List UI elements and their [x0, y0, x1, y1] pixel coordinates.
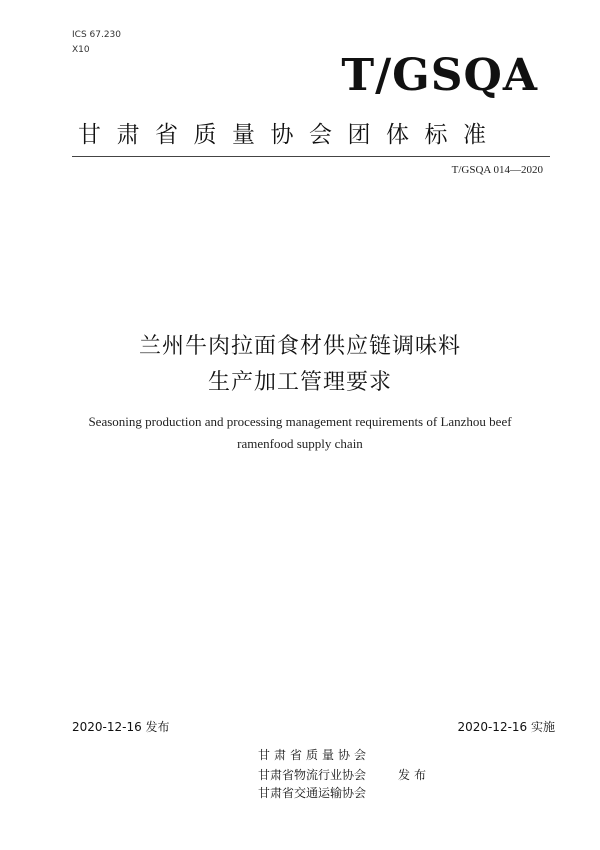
publisher-3: 甘肃省交通运输协会: [258, 786, 367, 800]
publisher-1: 甘肃省质量协会: [258, 748, 371, 762]
title-chinese-line-1: 兰州牛肉拉面食材供应链调味料: [138, 334, 461, 359]
title-chinese-line-2: 生产加工管理要求: [207, 370, 392, 395]
publish-label: 发布: [398, 768, 431, 782]
issue-date: 2020-12-16 发布: [72, 720, 170, 734]
ccs-code: X10: [72, 45, 90, 55]
organization-standard-title: 甘肃省质量协会团体标准: [78, 122, 502, 148]
publisher-2: 甘肃省物流行业协会: [258, 768, 367, 782]
header-divider: [72, 156, 550, 157]
ics-code: ICS 67.230: [72, 30, 122, 40]
title-english-line-1: Seasoning production and processing management requirements of Lanzhou beef: [88, 414, 512, 429]
title-english-line-2: ramenfood supply chain: [237, 436, 363, 451]
standard-logo: T/GSQA: [341, 50, 538, 101]
standard-number: T/GSQA 014—2020: [451, 164, 543, 176]
implementation-date: 2020-12-16 实施: [457, 720, 555, 734]
